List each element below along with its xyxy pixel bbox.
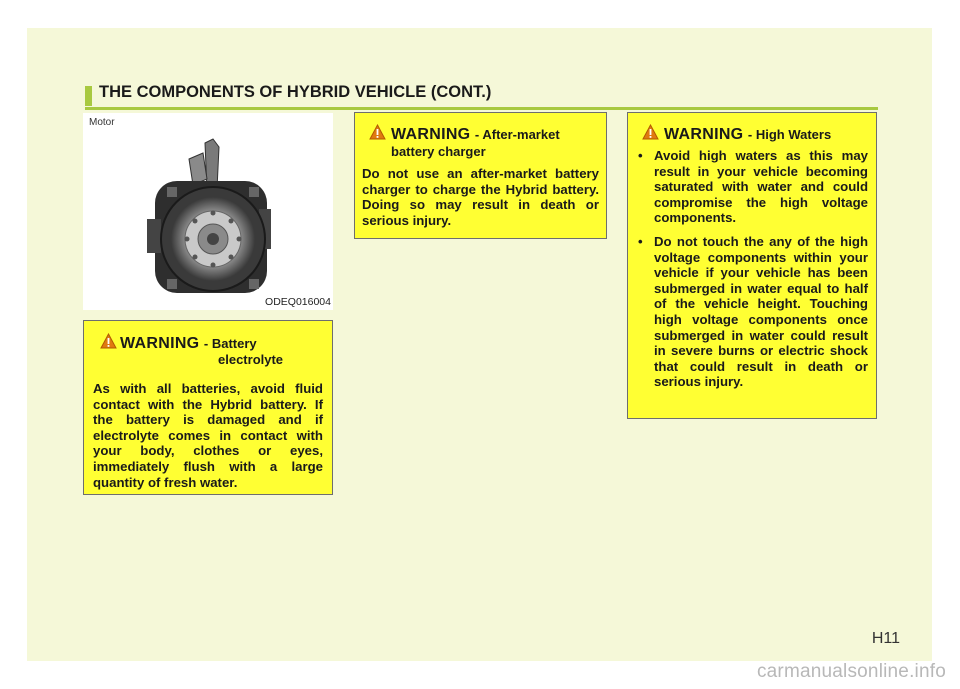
bullet-icon: • [638, 233, 643, 249]
electric-motor-illustration-icon [133, 129, 293, 299]
page-corner [880, 62, 932, 661]
warning-aftermarket-charger [354, 112, 607, 239]
warning-word: WARNING [664, 126, 744, 143]
warning-subtitle: - High Waters [747, 127, 832, 142]
list-item-text: Avoid high waters as this may result in your vehicle becoming saturated with water and could compromise the high voltage components. [654, 148, 868, 226]
warning-triangle-icon [369, 124, 386, 140]
bullet-icon: • [638, 148, 643, 163]
warning-battery-electrolyte [83, 320, 333, 495]
section-accent-bar [85, 86, 92, 106]
warning-high-waters [627, 112, 877, 419]
list-item [636, 234, 868, 390]
list-item [636, 148, 868, 226]
warning-word: WARNING [391, 126, 471, 143]
warning-triangle-icon [642, 124, 659, 140]
list-item-text: Do not touch the any of the high voltage components within your vehicle if your vehicle has been submerged in water equal to half of the vehicle height. Touching high voltage components once submerged in water could result in severe burns or electric shock that could result in death or serious injury. [654, 233, 868, 390]
warning-triangle-icon [100, 333, 117, 349]
warning-header [642, 126, 876, 146]
watermark[interactable]: carmanualsonline.info [756, 661, 946, 682]
warning-subtitle: - Battery [203, 336, 257, 351]
figure-code: ODEQ016004 [265, 296, 331, 308]
page-number: H11 [871, 630, 900, 647]
warning-header [100, 335, 332, 371]
section-rule [85, 107, 878, 110]
warning-subtitle: - After-market [474, 127, 560, 142]
warning-header [369, 126, 606, 160]
motor-figure [83, 113, 333, 310]
warning-subtitle-line2: battery charger [391, 144, 486, 159]
warning-body: Do not use an after-market battery charger to charge the Hybrid battery. Doing so may result in death or serious injury. [362, 166, 599, 228]
warning-subtitle-line2: electrolyte [218, 352, 284, 367]
warning-body: As with all batteries, avoid fluid contact with the Hybrid battery. If the battery is damaged and if electrolyte comes in contact with your body, clothes or eyes, immediately flush with a large quantity of fresh water. [93, 381, 323, 490]
warning-word: WARNING [120, 335, 200, 352]
figure-label: Motor [89, 117, 115, 128]
warning-bullet-list [636, 148, 868, 390]
section-title: THE COMPONENTS OF HYBRID VEHICLE (CONT.) [99, 83, 492, 101]
